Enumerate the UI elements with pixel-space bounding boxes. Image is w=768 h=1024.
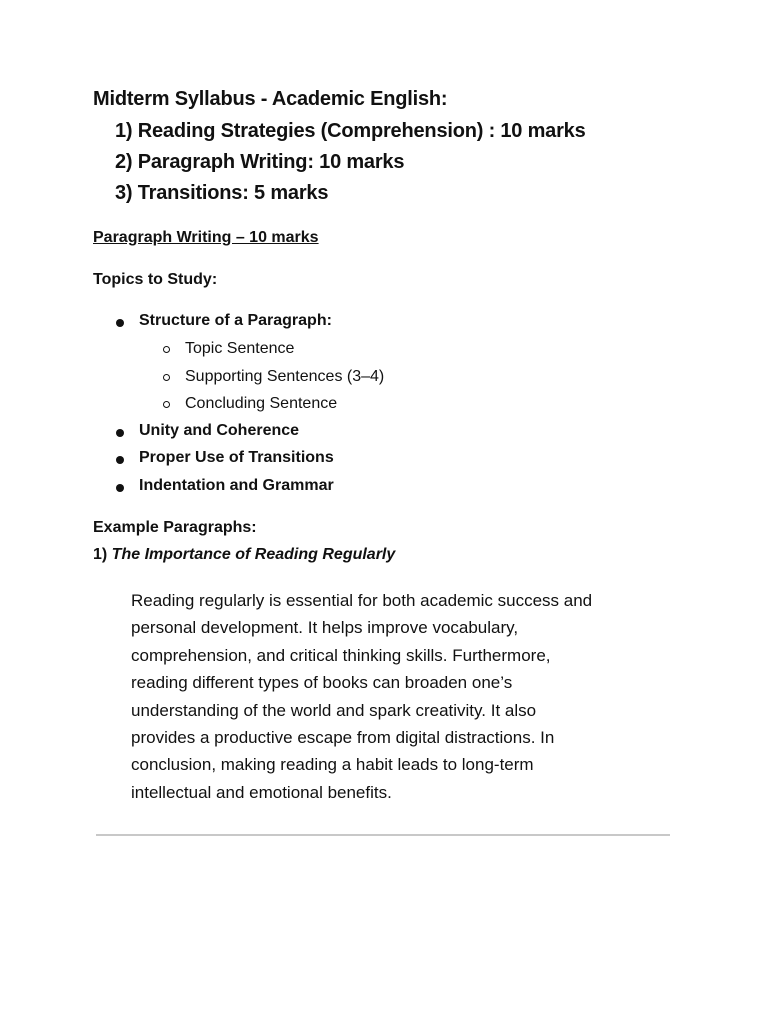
examples-heading: Example Paragraphs: (93, 519, 257, 536)
bullet-circle-icon (163, 346, 170, 353)
topic-label: Proper Use of Transitions (139, 449, 334, 466)
syllabus-item: 3) Transitions: 5 marks (115, 182, 329, 204)
subtopic-label: Topic Sentence (185, 340, 295, 357)
subtopic-label: Supporting Sentences (3–4) (185, 368, 385, 385)
topic-label: Unity and Coherence (139, 422, 300, 439)
subtopic-label: Concluding Sentence (185, 395, 338, 412)
topics-heading: Topics to Study: (93, 271, 218, 288)
paragraph-line: provides a productive escape from digital distractions. In (131, 728, 555, 748)
bullet-disc-icon (116, 429, 124, 437)
syllabus-list (115, 118, 586, 211)
paragraph-line: understanding of the world and spark creativity. It also (131, 700, 537, 720)
syllabus-item: 2) Paragraph Writing: 10 marks (115, 151, 405, 173)
syllabus-item: 1) Reading Strategies (Comprehension) : 10 marks (115, 120, 586, 142)
example-number: 1) (93, 546, 112, 563)
horizontal-divider (96, 834, 670, 836)
topic-label: Structure of a Paragraph: (139, 312, 332, 329)
paragraph-line: conclusion, making reading a habit leads to long-term (131, 755, 534, 775)
bullet-circle-icon (163, 374, 170, 381)
paragraph-line: personal development. It helps improve vocabulary, (131, 618, 519, 638)
paragraph-line: Reading regularly is essential for both academic success and (131, 591, 593, 610)
topic-label: Indentation and Grammar (139, 477, 334, 494)
bullet-circle-icon (163, 401, 170, 408)
bullet-disc-icon (116, 319, 124, 327)
paragraph-line: intellectual and emotional benefits. (131, 782, 392, 802)
example-paragraph (131, 587, 651, 806)
example-title-text: The Importance of Reading Regularly (111, 546, 396, 563)
bullet-disc-icon (116, 484, 124, 492)
document-title: Midterm Syllabus - Academic English: (93, 88, 448, 110)
paragraph-line: comprehension, and critical thinking skills. Furthermore, (131, 645, 551, 665)
bullet-disc-icon (116, 456, 124, 464)
section-heading: Paragraph Writing – 10 marks (93, 229, 319, 246)
example-title (93, 546, 395, 564)
paragraph-line: reading different types of books can broaden one’s (131, 673, 513, 693)
